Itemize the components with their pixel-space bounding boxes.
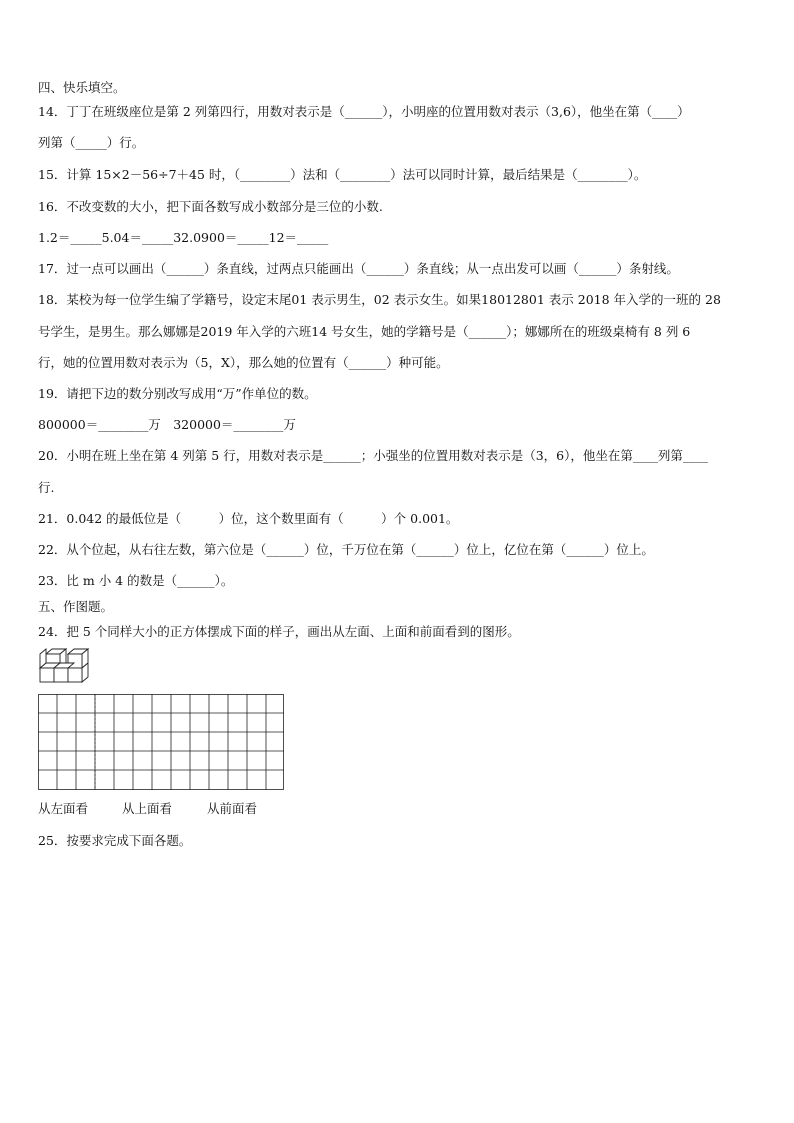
cube-arrangement-figure bbox=[38, 648, 98, 690]
section-five-title: 五、作图题。 bbox=[38, 599, 114, 614]
question-14-line-1: 14．丁丁在班级座位是第 2 列第四行，用数对表示是（______），小明座的位置用数对表示（3,6），他坐在第（____） bbox=[38, 104, 690, 119]
question-24: 24．把 5 个同样大小的正方体摆成下面的样子，画出从左面、上面和前面看到的图形。 bbox=[38, 624, 520, 639]
question-19-line-2: 800000＝________万 320000＝________万 bbox=[38, 417, 296, 432]
cube-bottom-1-front bbox=[40, 668, 54, 682]
question-25: 25．按要求完成下面各题。 bbox=[38, 833, 192, 848]
question-22: 22．从个位起，从右往左数，第六位是（______）位，千万位在第（______）位上，亿位在第（______）位上。 bbox=[38, 542, 654, 557]
question-19-line-1: 19．请把下边的数分别改写成用“万”作单位的数。 bbox=[38, 386, 317, 401]
question-18-line-2: 号学生，是男生。那么娜娜是2019 年入学的六班14 号女生，她的学籍号是（______）；娜娜所在的班级桌椅有 8 列 6 bbox=[38, 324, 691, 339]
question-18-line-3: 行，她的位置用数对表示为（5，X），那么她的位置有（______）种可能。 bbox=[38, 355, 449, 370]
label-left-view: 从左面看 bbox=[38, 801, 89, 816]
question-21: 21．0.042 的最低位是（ ）位，这个数里面有（ ）个 0.001。 bbox=[38, 511, 459, 526]
question-16-line-2: 1.2＝_____5.04＝_____32.0900＝_____12＝_____ bbox=[38, 230, 329, 245]
label-top-view: 从上面看 bbox=[122, 801, 173, 816]
question-15: 15．计算 15×2－56÷7＋45 时，（________）法和（________）法可以同时计算，最后结果是（________）。 bbox=[38, 167, 647, 182]
drawing-grid[interactable] bbox=[38, 694, 284, 790]
question-17: 17．过一点可以画出（______）条直线，过两点只能画出（______）条直线；从一点出发可以画（______）条射线。 bbox=[38, 261, 679, 276]
question-14-line-2: 列第（_____）行。 bbox=[38, 135, 145, 150]
question-20-line-2: 行. bbox=[38, 480, 55, 495]
question-16-line-1: 16．不改变数的大小，把下面各数写成小数部分是三位的小数. bbox=[38, 199, 383, 214]
question-20-line-1: 20．小明在班上坐在第 4 列第 5 行，用数对表示是______；小强坐的位置用数对表示是（3，6），他坐在第____列第____ bbox=[38, 448, 708, 463]
section-four-title: 四、快乐填空。 bbox=[38, 80, 126, 95]
question-23: 23．比 m 小 4 的数是（______）。 bbox=[38, 573, 234, 588]
question-18-line-1: 18．某校为每一位学生编了学籍号，设定末尾01 表示男生，02 表示女生。如果18012801 表示 2018 年入学的一班的 28 bbox=[38, 292, 721, 307]
label-front-view: 从前面看 bbox=[207, 801, 258, 816]
cube-bottom-3-front bbox=[68, 668, 82, 682]
cube-bottom-2-front bbox=[54, 668, 68, 682]
